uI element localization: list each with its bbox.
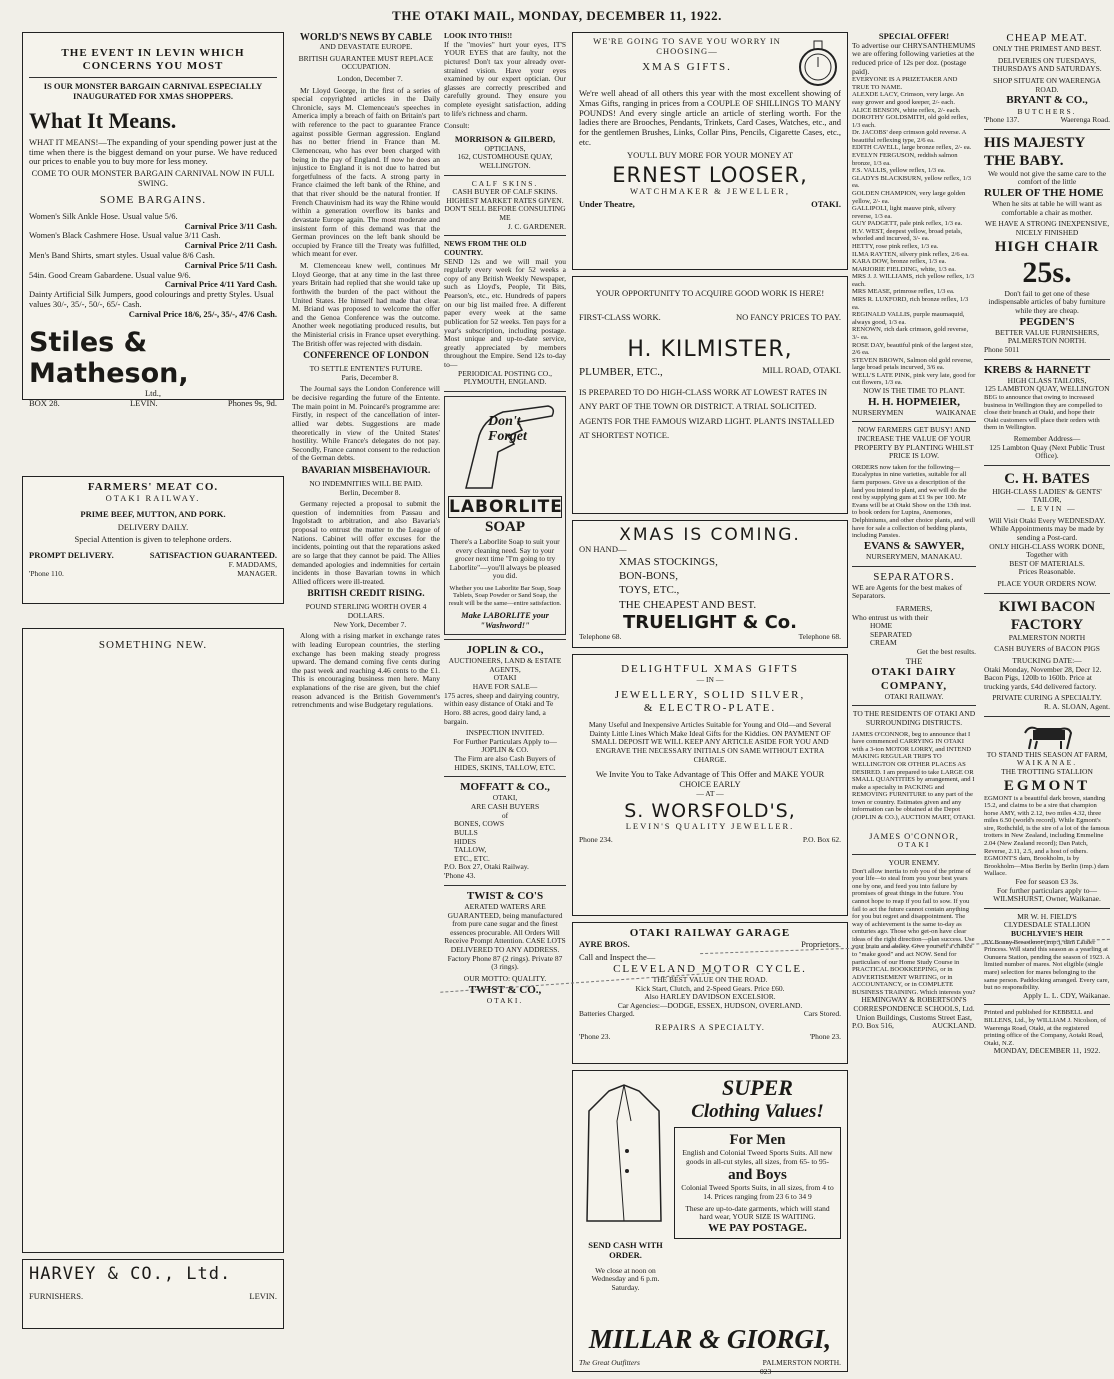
news-headline: WORLD'S NEWS BY CABLE: [299, 32, 433, 43]
worsfold-in: — IN —: [696, 675, 724, 685]
levin-item: Men's Band Shirts, smart styles. Usual value 8/6 Cash. Carnival Price 5/11 Cash.: [29, 249, 277, 270]
farmers-guarantee: PROMPT DELIVERY. SATISFACTION GUARANTEED.: [29, 550, 277, 561]
oconnor-ad: [852, 710, 976, 850]
suit-illustration-icon: [579, 1081, 669, 1231]
looser-body: We're well ahead of all others this year with the most excellent showing of Xmas Gifts, ranging in prices from a COUPLE OF SHILLINGS TO MANY POUNDS! And every single article an article of sterling worth. For the ladies there are Brooches, Pendants, Trinkets, Card Cases, Watches, etc., and for the gentlemen Brushes, Links, Collar Pins, Pencils, Cigarette Cases, etc., etc.: [579, 88, 841, 147]
garage-title: OTAKI RAILWAY GARAGE: [629, 927, 791, 939]
hopmeier-item: KARA DOW, bronze reflex, 1/3 ea.: [852, 258, 947, 266]
millar-send: SEND CASH WITH ORDER.: [588, 1240, 663, 1260]
evans-sub: NURSERYMEN, MANAKAU.: [865, 551, 963, 561]
worsfold-l1: JEWELLERY, SOLID SILVER,: [614, 688, 806, 701]
truelight-item: TOYS, ETC.,: [619, 584, 680, 597]
levin-item: Women's Silk Ankle Hose. Usual value 5/6. Carnival Price 3/11 Cash.: [29, 210, 277, 231]
krebs-rem: Remember Address—: [1013, 433, 1081, 443]
bryant-ad: [984, 32, 1110, 125]
truelight-item: BON-BONS,: [619, 570, 678, 583]
oconnor-firm: JAMES O'CONNOR,: [869, 830, 959, 841]
hopmeier-ad: [852, 32, 976, 417]
kilmister-firm: H. KILMISTER,: [627, 336, 793, 362]
joplin-firm: JOPLIN & CO.: [481, 745, 529, 755]
krebs-sub: HIGH CLASS TAILORS,: [1007, 375, 1087, 385]
moffatt-item: ETC., ETC.: [454, 853, 490, 863]
garage-also: Also HARLEY DAVIDSON EXCELSIOR.: [644, 992, 776, 1002]
joplin-further: For Further Particulars Apply to—: [453, 736, 557, 746]
hand-illustration: [448, 400, 562, 492]
dairy-loc: OTAKI RAILWAY.: [884, 691, 944, 701]
oconnor-town: OTAKI: [897, 840, 931, 850]
kiwi-cash: CASH BUYERS of BACON PIGS: [994, 644, 1100, 654]
hopmeier-footer: NURSERYMEN WAIKANAE: [852, 407, 976, 417]
pegden-body: We would not give the same care to the comfort of the little: [987, 168, 1107, 187]
twist-body: AERATED WATERS ARE GUARANTEED, being manufactured from pure cane sugar and the finest essences procurable. All Orders Will Receive Prompt Attention. CASE LOTS DELIVERED TO ANY ADDRESS.: [444, 901, 566, 955]
hopmeier-item: HETTY, rose pink reflex, 1/3 ea.: [852, 242, 939, 250]
twist-town: OTAKI.: [486, 995, 524, 1005]
hopmeier-item: ALICE BENSON, white reflex, 2/- each.: [852, 106, 961, 114]
news-dateline: Berlin, December 8.: [339, 487, 401, 497]
pegden-ad: [984, 134, 1110, 355]
hopmeier-item: GLADYS BLACKBURN, yellow reflex, 1/3 ea.: [852, 174, 972, 190]
dairy-the: THE: [905, 655, 923, 666]
evans-firm: EVANS & SAWYER,: [863, 539, 965, 552]
column-1: [22, 32, 284, 1335]
looser-ad: [572, 32, 848, 270]
oldcountry-firm: PERIODICAL POSTING CO., PLYMOUTH, ENGLAND.: [458, 368, 552, 387]
egmont-sub: THE TROTTING STALLION: [1001, 766, 1093, 776]
evans-ad: [852, 426, 976, 561]
field-ad: [984, 913, 1110, 1001]
laborlite-brand: LABORLITE: [449, 496, 563, 517]
hopmeier-item: DOROTHY GOLDSMITH, old gold reflex, 1/3 each.: [852, 114, 969, 129]
looser-trade: WATCHMAKER & JEWELLER,: [630, 186, 790, 197]
look-firm: MORRISON & GILBERD,: [454, 133, 556, 144]
kilmister-ad: [572, 276, 848, 514]
worsfold-l2: & ELECTRO-PLATE.: [643, 702, 777, 714]
millar-men: For Men: [729, 1132, 786, 1148]
column-5: [852, 32, 976, 1372]
pegden-title2: THE BABY.: [984, 152, 1064, 169]
oconnor-body: JAMES O'CONNOR, beg to announce that I have commenced CARRYING IN OTAKI with a 3-ton MOTOR LORRY, and INTEND MAKING REGULAR TRIPS TO WELLINGTON OR OTHER PLACES AS DESIRED. I am prepared to take LARGE OR SMALL QUANTITIES by arrangement, and I make a specialty in PACKING and REMOVING FURNITURE to any part of the town or country. Estimates given and any information can be obtained at the Depot (JOPLIN & CO.), AUCTION MART, OTAKI.: [852, 730, 975, 822]
millar-ad: [572, 1070, 848, 1372]
laborlite-body: There's a Laborlite Soap to suit your every cleaning need. Say to your grocer next time "I'm going to try Laborlite"—you'll always be pleased you did.: [449, 536, 561, 581]
column-4: [572, 32, 848, 1378]
worsfold-title: DELIGHTFUL XMAS GIFTS: [621, 663, 799, 675]
imprint-date: MONDAY, DECEMBER 11, 1922.: [993, 1046, 1101, 1056]
truelight-item: XMAS STOCKINGS,: [619, 555, 718, 568]
kiwi-trucking: TRUCKING DATE:—: [1012, 655, 1082, 665]
pegden-title1: HIS MAJESTY: [984, 134, 1086, 151]
hopmeier-firm: H. H. HOPMEIER,: [868, 395, 960, 408]
levin-firm: Stiles & Matheson,: [29, 327, 189, 390]
bates-ad: [984, 470, 1110, 589]
news-paragraph: M. Clemenceau knew well, continues Mr Lloyd George, that at any time in the last three years Britain had replied that she would take up forthwith the burden of the pact without the United States. He himself had made that clear. M. Briand was proposed to welcome the offer and the Genoa Conference was the outcome. Another week negotiating produced results, but the Ministerial crisis in France upset everything. The British offer was rejected with disdain.: [292, 261, 440, 348]
levin-item: Dainty Artificial Silk Jumpers, good colourings and pretty Styles. Usual values 30/-, 35/-, 50/-, 65/- Cash. Carnival Price 18/6, 25/-, 35/-, 47/6 Cash.: [29, 289, 277, 319]
news-paragraph: Mr Lloyd George, in the first of a series of special copyrighted articles in the Daily Chronicle, says M. Clemenceau's speeches in America imply a breach of faith on Britain's part with reference to the pact to guarantee France against possible German aggression. England has no better friend in France than M. Clemenceau, who has ever been charged with being in the pay of England. If now he does an injustice to England it is not due to hatred but forgetfulness of the facts. A strong party in France claimed the left bank of the Rhine, and that that river should be the natural frontier. If French Chauvinism had its way the Rhine would within a generation overflow its banks and devastate Europe again. The most moderate and insistent form of this demand was that the German provinces on the left bank should be occupied by France till the Treaty was fulfilled, which meant for ever.: [292, 85, 440, 259]
moffatt-ad: [444, 781, 566, 880]
hopmeier-title: SPECIAL OFFER!: [878, 32, 950, 41]
twist-title: TWIST & CO'S: [466, 889, 544, 902]
farmers-line1: PRIME BEEF, MUTTON, AND PORK.: [80, 508, 226, 519]
moffatt-town: OTAKI,: [492, 793, 518, 803]
truelight-item: THE CHEAPEST AND BEST.: [619, 598, 757, 611]
levin-items: [29, 212, 277, 319]
masthead: THE OTAKI MAIL, MONDAY, DECEMBER 11, 1922.: [392, 8, 722, 23]
news-paragraph: The Journal says the London Conference will be decisive regarding the future of the Entente. The main point in M. Poincaré's programme are: Firstly, in respect of the cancellation of inter-allied war debts. Suggestions are made theoretically in view of the United States' hostility. While France's delegates do not pay. Secondly, France cannot consent to the reduction of the German debts.: [292, 384, 440, 463]
enemy-title: YOUR ENEMY.: [888, 858, 940, 868]
pegden-phone: Phone 5011: [984, 345, 1020, 354]
looser-more: YOU'LL BUY MORE FOR YOUR MONEY AT: [626, 149, 794, 160]
millar-values: Clothing Values!: [691, 1101, 824, 1122]
farmers-meat-ad: [22, 476, 284, 604]
looser-l2: XMAS GIFTS.: [642, 60, 732, 73]
field-sub: CLYDESDALE STALLION: [1003, 920, 1091, 930]
news-column: [292, 32, 440, 1372]
moffatt-item: TALLOW,: [454, 845, 487, 855]
joplin-sub: AUCTIONEERS, LAND & ESTATE AGENTS,: [448, 656, 562, 674]
kiwi-agent: R. A. SLOAN, Agent.: [1043, 702, 1110, 712]
kiwi-town: PALMERSTON NORTH: [1008, 632, 1086, 642]
egmont-dam: EGMONT'S dam, Brookholm, is by Brookholm—Miss Berlin by Berlin (imp.) dam Wallace.: [984, 855, 1109, 878]
truelight-title: XMAS IS COMING.: [619, 525, 801, 545]
levin-item: Women's Black Cashmere Hose. Usual value 3/11 Cash. Carnival Price 2/11 Cash.: [29, 230, 277, 251]
moffatt-item: BONES, COWS: [454, 819, 505, 829]
bates-body: While Appointments may be made by sending a Post-card.: [990, 524, 1104, 542]
hopmeier-item: REGINALD VALLIS, purple maumaquid, always good, 1/3 ea.: [852, 311, 965, 326]
pegden-chair: HIGH CHAIR: [994, 238, 1100, 255]
bryant-firm: BRYANT & CO.,: [1006, 94, 1088, 107]
hopmeier-item: ALEXDE LACY, Crimson, very large. An easy grower and good keeper, 2/- each.: [852, 91, 964, 106]
joplin-inspect: INSPECTION INVITED.: [466, 728, 544, 738]
krebs-rem2: 125 Lambton Quay (Next Public Trust Office).: [989, 442, 1105, 461]
hopmeier-item: EDITH CAVELL, large bronze reflex, 2/- ea.: [852, 144, 972, 152]
bates-place: PLACE YOUR ORDERS NOW.: [997, 579, 1097, 589]
twist-firm: TWIST & CO.,: [468, 983, 542, 996]
hopmeier-item: RENOWN, rich dark crimson, gold reverse, 3/- ea.: [852, 326, 969, 341]
horse-icon: [1017, 721, 1077, 751]
joplin-town: OTAKI: [493, 673, 517, 683]
imprint: [984, 1009, 1110, 1056]
hopmeier-item: MRS MEASE, primrose reflex, 1/3 ea.: [852, 288, 955, 296]
kilmister-trade-row: PLUMBER, ETC., MILL ROAD, OTAKI.: [579, 364, 841, 378]
dairy-who: Who entrust us with their: [852, 612, 929, 622]
hopmeier-item: Dr. JACOBS' deep crimson gold reverse. A beautiful reflexing type, 2/6 ea.: [852, 129, 967, 144]
farmers-manager-name: F. MADDAMS,: [228, 560, 277, 570]
news-subhead: NO INDEMNITIES WILL BE PAID.: [309, 478, 423, 488]
calf-title: CALF SKINS.: [471, 178, 539, 188]
moffatt-title: MOFFATT & CO.,: [460, 781, 550, 794]
bates-town: — LEVIN —: [1017, 504, 1077, 514]
harvey-ad: [22, 1259, 284, 1329]
levin-come: COME TO OUR MONSTER BARGAIN CARNIVAL NOW IN FULL SWING.: [31, 168, 275, 188]
oldcountry-ad: [444, 240, 566, 387]
news-subhead-2: BRITISH GUARANTEE MUST REPLACE OCCUPATION.: [298, 53, 434, 72]
egmont-town: WAIKANAE.: [1016, 758, 1078, 768]
egmont-stand: TO STAND THIS SEASON AT FARM,: [986, 749, 1108, 759]
look-ad: [444, 32, 566, 171]
dairy-firm: OTAKI DAIRY COMPANY,: [871, 666, 957, 692]
hopmeier-item: H.V. WEST, deepest yellow, broad petals, whorled and incurved, 3/- ea.: [852, 227, 963, 243]
pegden-body2: When he sits at table he will want as comfortable a chair as mother.: [992, 199, 1102, 217]
kiwi-body: Otaki Monday, November 28, Decr 12. Bacon Pigs, 120lb to 160lb. Price at trucking yards, £4d delivered factory.: [984, 664, 1102, 691]
millar-super: SUPER: [722, 1075, 793, 1100]
kilmister-opp: YOUR OPPORTUNITY TO ACQUIRE GOOD WORK IS HERE!: [595, 288, 825, 298]
worsfold-footer: Phone 234. P.O. Box 62.: [579, 835, 841, 845]
truelight-onhand: ON HAND—: [579, 544, 627, 554]
pegden-forget: Don't fail to get one of these indispensable articles of baby furniture while they are cheap.: [988, 288, 1106, 315]
worsfold-firm: S. WORSFOLD'S,: [624, 800, 796, 823]
news-dateline: New York, December 7.: [333, 619, 407, 629]
hopmeier-list: [852, 76, 976, 387]
moffatt-items: [444, 820, 566, 863]
millar-boys: and Boys: [728, 1167, 787, 1184]
millar-men-body: English and Colonial Tweed Sports Suits. All new goods in all-cut styles, all sizes, from 65- to 95-: [682, 1148, 833, 1166]
garage-repairs: REPAIRS A SPECIALTY.: [655, 1022, 765, 1033]
evans-head: NOW FARMERS GET BUSY! AND INCREASE THE VALUE OF YOUR PROPERTY BY PLANTING WHILST PRICE IS LOW.: [854, 425, 974, 461]
millar-firm: MILLAR & GIORGI,: [588, 1324, 832, 1354]
millar-postage: WE PAY POSTAGE.: [708, 1221, 807, 1234]
bryant-shop: SHOP SITUATE ON WAERENGA ROAD.: [993, 76, 1101, 94]
laborlite-make: Make LABORLITE your "Washword!": [461, 610, 549, 631]
bates-visit: Will Visit Otaki Every WEDNESDAY.: [988, 515, 1106, 525]
harvey-footer: FURNISHERS. LEVIN.: [29, 1291, 277, 1301]
kilmister-body: IS PREPARED TO DO HIGH-CLASS WORK AT LOWEST RATES IN ANY PART OF THE TOWN OR DISTRICT. A TRIAL SOLICITED. AGENTS FOR THE FAMOUS WIZARD LIGHT. PLANTS INSTALLED AT SHORTEST NOTICE.: [579, 386, 835, 441]
bates-sub: HIGH-CLASS LADIES' & GENTS' TAILOR,: [992, 486, 1102, 505]
joplin-title: JOPLIN & CO.,: [466, 643, 544, 656]
farmers-title: FARMERS' MEAT CO.: [87, 481, 219, 493]
looser-firm: ERNEST LOOSER,: [612, 163, 808, 188]
laborlite-ad: [444, 396, 566, 635]
hopmeier-item: MARJORIE FIELDING, white, 1/3 ea.: [852, 265, 956, 273]
worsfold-at: — AT —: [696, 788, 724, 798]
hopmeier-now: NOW IS THE TIME TO PLANT.: [863, 385, 965, 395]
millar-footer: The Great Outfitters PALMERSTON NORTH.: [579, 1358, 841, 1368]
hopmeier-item: F.S. VALLIS, yellow reflex, 1/3 ea.: [852, 167, 946, 175]
garage-agencies: Car Agencies:—DODGE, ESSEX, HUDSON, OVERLAND.: [617, 1000, 803, 1010]
oldcountry-body: SEND 12s and we will mail you regularly every week for 52 weeks a copy of any British Weekly Newspaper, such as Lloyd's, People, Tit Bits, Pearson's, etc., etc. Hundreds of papers on our big list mailed free. A different paper every week at the same publication for 52 weeks. Ten pays for a year's subscription, including postage. Most unique and up-to-date service, greatly appreciated by members throughout the Empire. Send 12s to-day to—: [444, 256, 566, 370]
look-trade: OPTICIANS,: [484, 143, 526, 153]
pegden-town: PALMERSTON NORTH.: [1007, 336, 1087, 346]
calf-name: J. C. GARDENER.: [507, 221, 566, 231]
hopmeier-item: MRS R. LUXFORD, rich bronze reflex, 1/3 ea.: [852, 296, 969, 311]
hopmeier-item: WELL'S LATE PINK, pink very late, good for cut flowers, 1/3 ea.: [852, 371, 976, 387]
pegden-sub: BETTER VALUE FURNISHERS,: [994, 327, 1100, 337]
page-number: 023: [760, 1367, 772, 1376]
hopmeier-item: STEVEN BROWN, Salmon old gold reverse, large broad petals incurved, 3/6 ea.: [852, 356, 973, 372]
bates-best: BEST OF MATERIALS.: [1009, 558, 1085, 568]
moffatt-of: of: [501, 810, 509, 820]
laborlite-body2: Whether you use Laborlite Bar Soap, Soap Tablets, Soap Powder or Sand Soap, the result will be the same—entire satisfaction.: [448, 585, 562, 607]
levin-bargains: SOME BARGAINS.: [99, 193, 207, 206]
hopmeier-item: ILMA RAYTEN, silvery pink reflex, 2/6 ea.: [852, 250, 969, 258]
news-subhead: AND DEVASTATE EUROPE.: [319, 42, 413, 51]
worsfold-body: Many Useful and Inexpensive Articles Suitable for Young and Old—and Several Dainty Little Lines Which Make Ideal Gifts for the Kiddies. ON PAYMENT OF SMALL DEPOSIT WE WILL KEEP ANY ARTICLE ASIDE FOR YOU AND ENGRAVE THE NECESSARY INITIALS ON SAME WITHOUT EXTRA CHARGE.: [588, 720, 832, 764]
truelight-firm: TRUELIGHT & Co.: [623, 611, 797, 633]
news-paragraph: Along with a rising market in exchange rates with leading European countries, the sterling exchange has been making steady progress upward. The demand coming five cents during the past week and reaching 4.46 cents to the £1. This is encouraging business men here. Many explanations of the rise are given, but the chief reason advanced is the British Government's retrenchments and wise Budgetary regulations.: [292, 631, 440, 710]
dairy-items: HOME SEPARATED CREAM: [870, 621, 912, 648]
twist-phone: Factory Phone 87 (2 rings). Private 87 (3 rings).: [447, 953, 563, 972]
krebs-body: BEG to announce that owing to increased business in Wellington they are compelled to close their branch at Otaki, and hope their Otaki customers will place their orders with them in Wellington.: [984, 394, 1103, 432]
bryant-trade: BUTCHERS.: [1017, 106, 1077, 116]
bryant-footer: 'Phone 137. Waerenga Road.: [984, 115, 1110, 125]
kiwi-ad: [984, 598, 1110, 712]
moffatt-are: ARE CASH BUYERS: [470, 802, 540, 812]
hopmeier-item: MRS J. J. WILLIAMS, rich yellow reflex, 1/3 each.: [852, 273, 975, 288]
kilmister-row: FIRST-CLASS WORK. NO FANCY PRICES TO PAY.: [579, 311, 841, 322]
enemy-footer: P.O. Box 516, AUCKLAND.: [852, 1021, 976, 1031]
imprint-body: Printed and published for KEBBELL and BILLENS, Ltd., by WILLIAM J. Nicolson, of Waerenga Road, Otaki, at the registered printing office of the Company, Aotaki Road, Otaki, N.Z.: [984, 1009, 1107, 1047]
bates-title: C. H. BATES: [1004, 470, 1090, 487]
looser-l1: WE'RE GOING TO SAVE YOU WORRY IN CHOOSING—: [593, 36, 781, 56]
bryant-delivery: DELIVERIES ON TUESDAYS, THURSDAYS AND SATURDAYS.: [992, 55, 1102, 74]
moffatt-box: P.O. Box 27, Otaki Railway.: [444, 862, 529, 872]
news-subhead: TO SETTLE ENTENTE'S FUTURE.: [309, 364, 423, 374]
oconnor-head: TO THE RESIDENTS OF OTAKI AND SURROUNDING DISTRICTS.: [852, 709, 976, 728]
dairy-title: SEPARATORS.: [873, 570, 955, 583]
hopmeier-item: GUY PADGETT, pale pink reflex, 1/3 ea.: [852, 220, 963, 228]
calf-body: CASH BUYER OF CALF SKINS. HIGHEST MARKET RATES GIVEN. DON'T SELL BEFORE CONSULTING ME: [444, 187, 566, 223]
news-paragraph: Germany rejected a proposal to submit the question of indemnities from Passau and Ingolstadt to arbitration, and also Bavaria's proposal to entrust the matter to the League of Nations. Cabinet will offer excuses for the incidents, pointing out that the reparations asked are so large that they cannot be paid. The Allies demanded apologies and indemnities for certain incidents in those Bavarian towns in which Allied officers were ill-treated.: [292, 499, 440, 586]
hopmeier-item: EVERYONE IS A PRIZETAKER AND TRUE TO NAME.: [852, 76, 958, 91]
levin-title: What It Means.: [29, 107, 177, 133]
twist-motto: OUR MOTTO: QUALITY.: [463, 973, 547, 983]
garage-ad: [572, 922, 848, 1064]
krebs-ad: [984, 364, 1110, 461]
looser-footer: Under Theatre, OTAKI.: [579, 199, 841, 210]
levin-body: WHAT IT MEANS!—The expanding of your spending power just at the time when there is the biggest demand on your purse. We have reduced our prices to enable you to buy more for less money.: [29, 136, 277, 167]
levin-item: 54in. Good Cream Gabardene. Usual value 9/6. Carnival Price 4/11 Yard Cash.: [29, 269, 277, 290]
news-headline: BAVARIAN MISBEHAVIOUR.: [301, 466, 431, 477]
worsfold-invite: We Invite You to Take Advantage of This Offer and MAKE YOUR CHOICE EARLY: [595, 769, 825, 790]
egmont-name2: WILMSHURST, Owner, Waikanae.: [993, 894, 1101, 904]
enemy-addr: Union Buildings, Customs Street East,: [856, 1012, 972, 1022]
moffatt-item: BULLS: [454, 827, 478, 837]
truelight-ad: [572, 520, 848, 648]
bates-only: ONLY HIGH-CLASS WORK DONE,: [989, 541, 1105, 551]
farmers-sub: OTAKI RAILWAY.: [105, 493, 201, 504]
egmont-further: For further particulars apply to—: [997, 885, 1097, 895]
dairy-ad: [852, 571, 976, 702]
hopmeier-item: EVELYN FERGUSON, reddish salmon bronze, 1/3 ea.: [852, 152, 958, 167]
farmers-line3: Special Attention is given to telephone orders.: [74, 534, 232, 545]
bryant-title: CHEAP MEAT.: [1006, 32, 1088, 44]
news-headline: CONFERENCE OF LONDON: [303, 351, 429, 362]
pegden-price: 25s.: [1022, 255, 1072, 289]
laborlite-soap: SOAP: [484, 518, 525, 535]
krebs-title: KREBS & HARNETT: [984, 363, 1091, 376]
news-headline: BRITISH CREDIT RISING.: [307, 589, 425, 600]
bates-prices: Prices Reasonable.: [1018, 567, 1076, 577]
farmers-line2: DELIVERY DAILY.: [117, 521, 189, 532]
pegden-have: WE HAVE A STRONG INEXPENSIVE, NICELY FINISHED: [984, 219, 1110, 238]
column-3: [444, 32, 566, 1372]
joplin-ad: [444, 644, 566, 772]
bryant-sub: ONLY THE PRIMEST AND BEST.: [992, 44, 1102, 54]
joplin-body: 175 acres, sheep and dairying country, within easy distance of Otaki and Te Horo. 88 acres, good dairy land, a bargain.: [444, 690, 560, 726]
look-title: LOOK INTO THIS!!: [444, 32, 513, 40]
pegden-firm: PEGDEN'S: [1019, 315, 1075, 328]
egmont-fee: Fee for season £3 3s.: [1015, 876, 1079, 886]
pocket-watch-icon: [795, 37, 841, 89]
dairy-farmers: FARMERS,: [895, 603, 933, 613]
harvey-title: HARVEY & CO., Ltd.: [29, 1264, 232, 1284]
look-addr1: 162, CUSTOMHOUSE QUAY,: [457, 152, 553, 162]
egmont-ad: [984, 721, 1110, 904]
look-body: If the "movies" hurt your eyes, IT'S YOUR EYES that are faulty, not the pictures! Don't tax your already over-strained vision. Have your eyes examined by our expert optician. Our glasses are correctly prescribed and carefully ground. They ensure you complete eyesight satisfaction, adding to life's richness and charm.: [444, 39, 566, 118]
enemy-body: Don't allow inertia to rob you of the prime of your life—to steal from you your best years one by one, and feed you into failure by promises of great things in the future. You cannot hope to reap if you fail to sow. If you fail to act the future cannot contain anything for you but regret and disappointment. The way of achievement is the same to-day as centuries ago. Those who get-on have clear ideas of the right direction—plan success. Use your brain and ability. Give yourself a chance to "make good" and act NOW. Send for particulars of our Home Study Course in PRACTICAL BOOKKEEPING, or in ADVERTISEMENT WRITING, or in ACCOUNTANCY, or in COMPLETE BUSINESS TRAINING. Which interests you?: [852, 867, 976, 996]
moffatt-item: HIDES: [454, 836, 477, 846]
oldcountry-title: NEWS FROM THE OLD COUNTRY.: [444, 239, 527, 257]
something-new-ad: [22, 628, 284, 1253]
egmont-name: EGMONT: [1003, 777, 1091, 794]
worsfold-trade: LEVIN'S QUALITY JEWELLER.: [625, 821, 795, 832]
garage-cycle: CLEVELAND MOTOR CYCLE.: [613, 962, 807, 975]
millar-boys-body: Colonial Tweed Sports Suits, in all sizes, from 4 to 14. Prices ranging from 23 6 to 34 9: [681, 1183, 834, 1201]
look-consult: Consult:: [444, 121, 470, 131]
worsfold-ad: [572, 654, 848, 916]
garage-batt-row: Batteries Charged. Cars Stored.: [579, 1009, 841, 1019]
farmers-footer: 'Phone 110. MANAGER.: [29, 568, 277, 578]
garage-kick: Kick Start, Clutch, and 2-Speed Gears. Price £60.: [635, 983, 785, 993]
joplin-have: HAVE FOR SALE—: [472, 682, 538, 692]
millar-close: We close at noon on Wednesday and 6 p.m. Saturday.: [591, 1265, 660, 1292]
egmont-body: EGMONT is a beautiful dark brown, standing 15.2, and claims to be a sire that champion horse AMY, with 2.12, two miles 4.32, three miles 6.50 (world's record). While Egmont's sire, Rothchild, is the sire of a lot of the famous trotters in New Zealand, including Emmeline 2.04 (New Zealand record); Dan Patch, Reverse, 2.11, 2.5, and a host of others.: [984, 794, 1110, 855]
joplin-cash: The Firm are also Cash Buyers of HIDES, SKINS, TALLOW, ETC.: [454, 754, 556, 772]
levin-heading: THE EVENT IN LEVIN WHICH CONCERNS YOU MOST: [61, 47, 245, 73]
garage-call: Call and Inspect the—: [579, 951, 656, 962]
hopmeier-item: ROSE DAY, beautiful pink of the largest size, 2/6 ea.: [852, 341, 973, 357]
field-name: BUCHLYVIE'S HEIR: [1010, 929, 1084, 939]
dairy-get: Get the best results.: [916, 647, 976, 657]
field-body: BY Bonny Breastknot (imp.), dam Lauder Princess. Will stand this season as a yearling at Ounuera Station, pending the season of 1923. A limited number of mares. Not eligible (single mare) selection for mares belonging to the same person. Paddocking arranged. Every care, but no responsibility.: [984, 938, 1110, 992]
kiwi-curing: PRIVATE CURING A SPECIALTY.: [992, 693, 1102, 703]
news-dateline: Paris, December 8.: [341, 372, 399, 382]
evans-body: ORDERS now taken for the following—Eucalyptus in nine varieties, suitable for all farm purposes. Give us a description of the land you intend to plant, and we will do the rest by supplying gum at £1 9s per 100. Mr Evans will be at Otaki Show on the 13th inst. to book orders for Lupins, Anemones, Delphiniums, and other choice plants, and will have for sale a collection of bedding plants, including Pansies.: [852, 463, 976, 540]
dairy-agents: WE are Agents for the best makes of Separators.: [852, 582, 963, 601]
something-title: SOMETHING NEW.: [98, 639, 208, 651]
hopmeier-item: GALLIPOLI, light mauve pink, silvery reverse, 1/3 ea.: [852, 205, 956, 220]
levin-phones: Phones 9s, 9d.: [227, 398, 277, 409]
krebs-addr: 125 LAMBTON QUAY, WELLINGTON: [984, 384, 1110, 394]
truelight-footer: Telephone 68. Telephone 68.: [579, 631, 841, 641]
truelight-items: [579, 555, 841, 612]
garage-best: THE BEST VALUE ON THE ROAD.: [652, 974, 768, 984]
millar-fit: These are up-to-date garments, which will stand hard wear, YOUR SIZE IS WAITING.: [685, 1203, 830, 1222]
field-title: MR W. H. FIELD'S: [1017, 911, 1077, 921]
moffatt-phone: 'Phone 43.: [444, 871, 476, 881]
garage-phone-row: 'Phone 23. 'Phone 23.: [579, 1031, 841, 1041]
levin-sub: IS OUR MONSTER BARGAIN CARNIVAL ESPECIALLY INAUGURATED FOR XMAS SHOPPERS.: [43, 81, 263, 102]
hopmeier-intro: To advertise our CHRYSANTHEMUMS we are offering following varieties at the reduced price of 12s per doz. (postage paid).: [852, 40, 976, 76]
news-subhead: POUND STERLING WORTH OVER 4 DOLLARS.: [305, 602, 427, 621]
calf-ad: [444, 180, 566, 232]
levin-ad: [22, 32, 284, 409]
bates-together: Together with: [1026, 550, 1068, 560]
garage-owner-row: AYRE BROS. Proprietors.: [579, 939, 841, 950]
pegden-ruler: RULER OF THE HOME: [984, 187, 1104, 199]
field-apply: Apply L. L. CDY, Waikanae.: [1022, 990, 1110, 1000]
levin-ltd: Ltd.,: [144, 388, 162, 399]
enemy-firm: HEMINGWAY & ROBERTSON'S CORRESPONDENCE SCHOOLS, Ltd.: [853, 995, 975, 1014]
levin-town: LEVIN.: [129, 398, 158, 409]
look-addr2: WELLINGTON.: [479, 160, 531, 170]
levin-box: BOX 28.: [29, 398, 60, 409]
news-dateline: London, December 7.: [337, 73, 403, 83]
laborlite-dont: Don't Forget: [488, 413, 527, 445]
column-6: [984, 32, 1110, 1372]
kiwi-title: KIWI BACON FACTORY: [998, 598, 1096, 633]
hopmeier-item: GOLDEN CHAMPION, very large golden yellow, 2/- ea.: [852, 189, 966, 205]
